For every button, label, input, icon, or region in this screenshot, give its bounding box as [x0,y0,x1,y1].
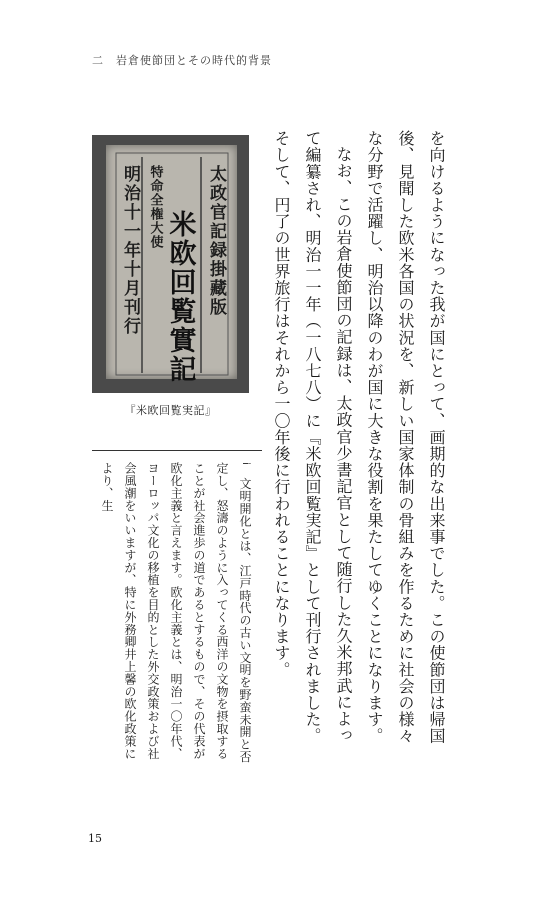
cover-column-envoy: 特命全権大使 [147,165,163,249]
paragraph-2: なお、この岩倉使節団の記録は、太政官少書記官として随行した久米邦武によって編纂され、明治一一年（一八七八）に『米欧回覧実記』として刊行されました。そして、円了の世界旅行はそれから一〇年後に行われることになります。 [272,130,353,745]
footnote-paragraph [95,462,257,767]
book-cover-art [92,135,249,393]
book-cover-photo [92,135,249,393]
footnote [92,462,257,767]
cover-column-title: 米欧回覧實記 [164,210,196,384]
figure-caption: 『米欧回覧実記』 [124,404,217,417]
footnote-marker: i [240,462,251,466]
running-header: 二 岩倉使節団とその時代的背景 [92,54,272,67]
cover-column-publisher: 太政官記録掛藏版 [206,165,226,317]
page-number: 15 [88,832,102,845]
footnote-divider [92,450,262,451]
main-body-text [272,130,452,755]
cover-column-date: 明治十一年十月刊行 [120,165,140,336]
footnote-text: 文明開化とは、江戸時代の古い文明を野蛮未開と否定し、怒濤のように入ってくる西洋の文物を摂取することが社会進歩の道であるとするもので、その代表が欧化主義と言えます。欧化主義とは、明治一〇年代、ヨーロッパ文化の移植を目的とした外交政策および社会風潮をいいますが、特に外務卿井上馨の欧化政策により、生 [100,462,252,763]
paragraph-1: を向けるようになった我が国にとって、画期的な出来事でした。この使節団は帰国後、見聞した欧米各国の状況を、新しい国家体制の骨組みを作るために社会の様々な分野で活躍し、明治以降のわが国に大きな役割を果たしてゆくことになります。 [365,130,446,745]
